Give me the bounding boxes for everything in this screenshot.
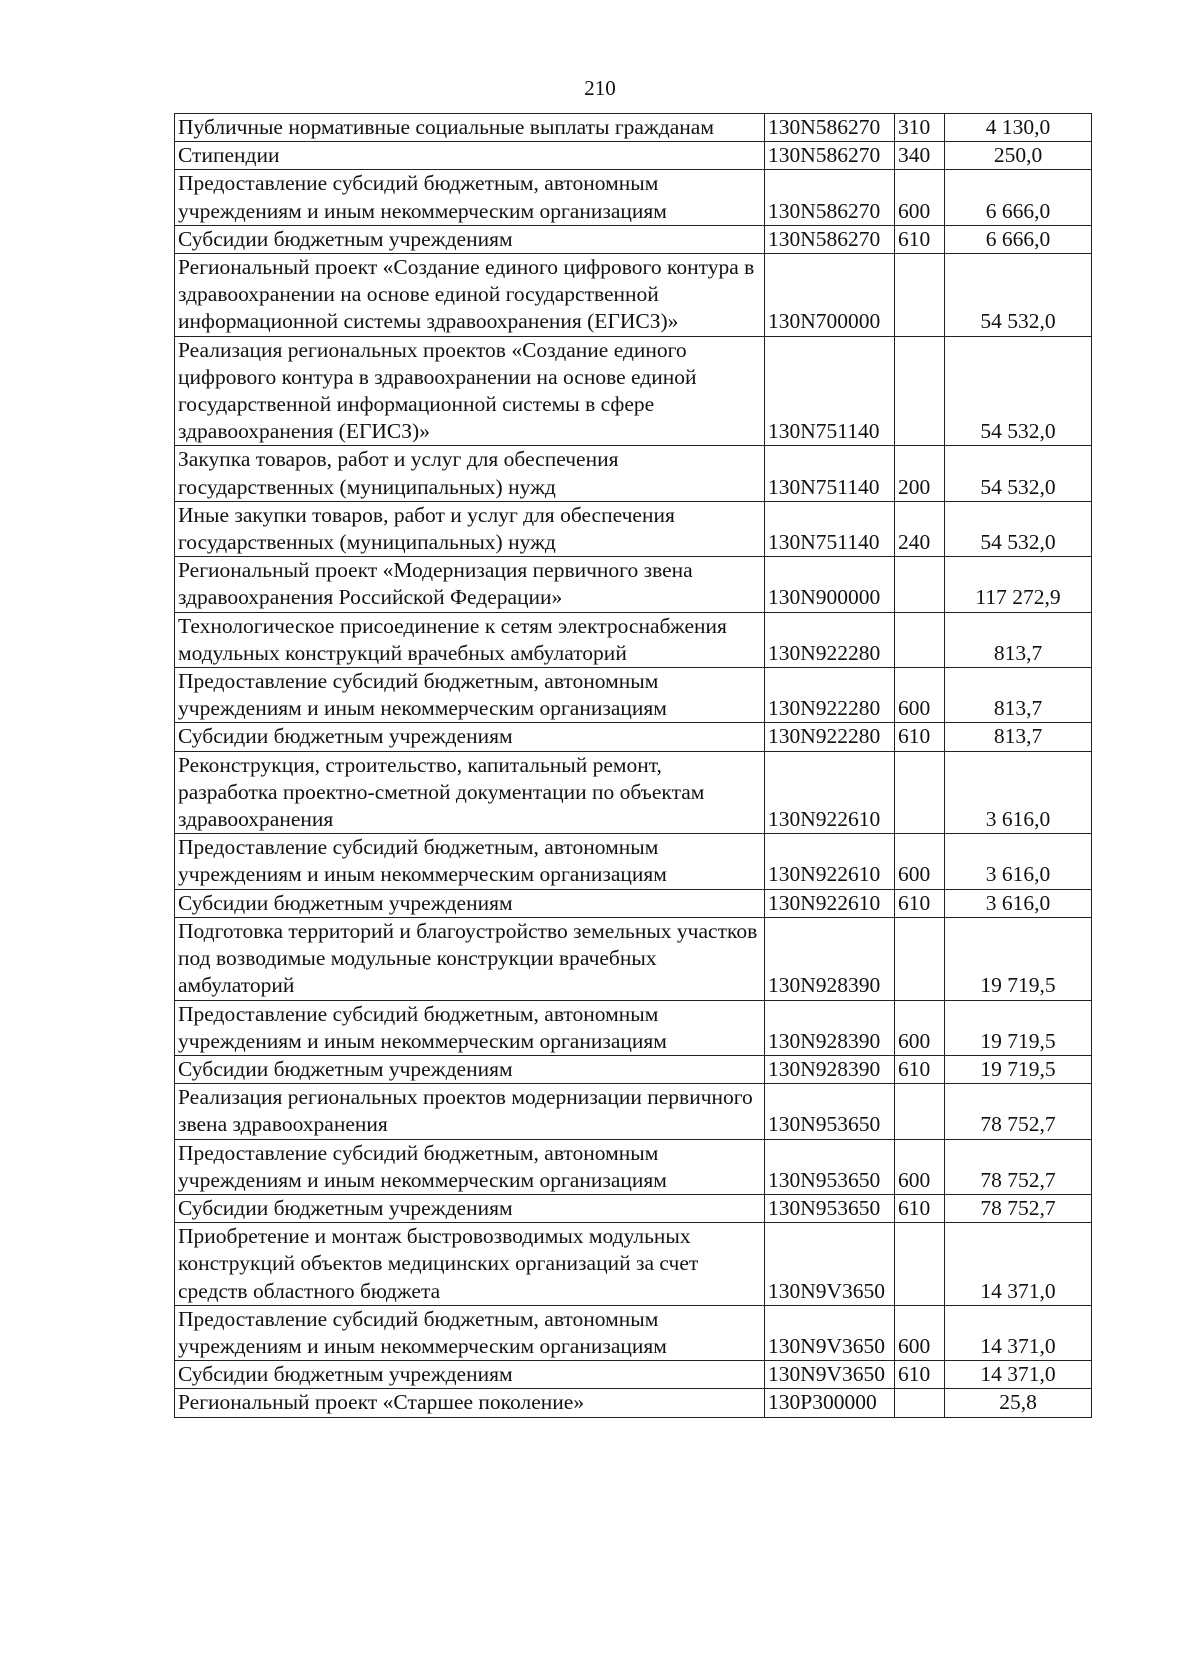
row-type bbox=[895, 751, 945, 834]
row-sum: 54 532,0 bbox=[945, 446, 1092, 501]
row-sum: 19 719,5 bbox=[945, 917, 1092, 1000]
row-name: Субсидии бюджетным учреждениям bbox=[175, 1361, 765, 1389]
table-row bbox=[175, 1084, 1092, 1139]
row-code: 130N751140 bbox=[765, 446, 895, 501]
table-row bbox=[175, 1055, 1092, 1083]
row-sum: 4 130,0 bbox=[945, 114, 1092, 142]
row-sum: 14 371,0 bbox=[945, 1305, 1092, 1360]
table-row bbox=[175, 1194, 1092, 1222]
row-sum: 3 616,0 bbox=[945, 889, 1092, 917]
row-name: Закупка товаров, работ и услуг для обеспечения государственных (муниципальных) нужд bbox=[175, 446, 765, 501]
row-type: 610 bbox=[895, 889, 945, 917]
row-name: Региональный проект «Старшее поколение» bbox=[175, 1389, 765, 1417]
row-code: 130N9V3650 bbox=[765, 1223, 895, 1306]
row-code: 130N922280 bbox=[765, 612, 895, 667]
row-code: 130N586270 bbox=[765, 114, 895, 142]
row-name: Стипендии bbox=[175, 142, 765, 170]
row-name: Реконструкция, строительство, капитальный ремонт, разработка проектно-сметной документации по объектам здравоохранения bbox=[175, 751, 765, 834]
row-type bbox=[895, 1389, 945, 1417]
row-type: 610 bbox=[895, 723, 945, 751]
row-sum: 117 272,9 bbox=[945, 557, 1092, 612]
row-sum: 813,7 bbox=[945, 723, 1092, 751]
row-type: 600 bbox=[895, 170, 945, 225]
table-row bbox=[175, 254, 1092, 337]
row-code: 130N9V3650 bbox=[765, 1361, 895, 1389]
row-name: Предоставление субсидий бюджетным, автономным учреждениям и иным некоммерческим организациям bbox=[175, 668, 765, 723]
page-number: 210 bbox=[584, 76, 616, 100]
row-name: Субсидии бюджетным учреждениям bbox=[175, 1194, 765, 1222]
row-sum: 3 616,0 bbox=[945, 751, 1092, 834]
table-row bbox=[175, 1305, 1092, 1360]
table-row bbox=[175, 668, 1092, 723]
row-code: 130P300000 bbox=[765, 1389, 895, 1417]
table-row bbox=[175, 612, 1092, 667]
row-code: 130N922280 bbox=[765, 668, 895, 723]
table-row bbox=[175, 1389, 1092, 1417]
table-row bbox=[175, 917, 1092, 1000]
row-sum: 14 371,0 bbox=[945, 1361, 1092, 1389]
row-name: Реализация региональных проектов модернизации первичного звена здравоохранения bbox=[175, 1084, 765, 1139]
row-type: 600 bbox=[895, 668, 945, 723]
row-name: Реализация региональных проектов «Создание единого цифрового контура в здравоохранении на основе единой государственной информационной системы в сфере здравоохранения (ЕГИСЗ)» bbox=[175, 336, 765, 446]
row-sum: 813,7 bbox=[945, 612, 1092, 667]
row-sum: 813,7 bbox=[945, 668, 1092, 723]
row-sum: 78 752,7 bbox=[945, 1139, 1092, 1194]
row-name: Технологическое присоединение к сетям электроснабжения модульных конструкций врачебных амбулаторий bbox=[175, 612, 765, 667]
row-code: 130N922610 bbox=[765, 834, 895, 889]
row-type: 610 bbox=[895, 1194, 945, 1222]
row-sum: 6 666,0 bbox=[945, 170, 1092, 225]
row-code: 130N586270 bbox=[765, 225, 895, 253]
table-row bbox=[175, 170, 1092, 225]
row-sum: 14 371,0 bbox=[945, 1223, 1092, 1306]
table-row bbox=[175, 336, 1092, 446]
row-name: Субсидии бюджетным учреждениям bbox=[175, 723, 765, 751]
row-code: 130N9V3650 bbox=[765, 1305, 895, 1360]
row-code: 130N922280 bbox=[765, 723, 895, 751]
row-type: 310 bbox=[895, 114, 945, 142]
row-code: 130N928390 bbox=[765, 917, 895, 1000]
row-sum: 54 532,0 bbox=[945, 254, 1092, 337]
row-sum: 54 532,0 bbox=[945, 501, 1092, 556]
row-name: Подготовка территорий и благоустройство земельных участков под возводимые модульные конструкции врачебных амбулаторий bbox=[175, 917, 765, 1000]
table-row bbox=[175, 501, 1092, 556]
row-code: 130N928390 bbox=[765, 1055, 895, 1083]
row-type: 610 bbox=[895, 225, 945, 253]
budget-table bbox=[174, 113, 1092, 1418]
row-sum: 3 616,0 bbox=[945, 834, 1092, 889]
row-name: Предоставление субсидий бюджетным, автономным учреждениям и иным некоммерческим организациям bbox=[175, 1139, 765, 1194]
row-type: 200 bbox=[895, 446, 945, 501]
table-row bbox=[175, 225, 1092, 253]
row-type: 240 bbox=[895, 501, 945, 556]
row-type: 600 bbox=[895, 1000, 945, 1055]
row-name: Предоставление субсидий бюджетным, автономным учреждениям и иным некоммерческим организациям bbox=[175, 834, 765, 889]
row-code: 130N953650 bbox=[765, 1194, 895, 1222]
row-sum: 78 752,7 bbox=[945, 1084, 1092, 1139]
row-code: 130N953650 bbox=[765, 1139, 895, 1194]
row-name: Иные закупки товаров, работ и услуг для обеспечения государственных (муниципальных) нужд bbox=[175, 501, 765, 556]
row-name: Субсидии бюджетным учреждениям bbox=[175, 1055, 765, 1083]
table-row bbox=[175, 1361, 1092, 1389]
budget-table-body bbox=[175, 114, 1092, 1418]
row-type: 610 bbox=[895, 1361, 945, 1389]
row-name: Предоставление субсидий бюджетным, автономным учреждениям и иным некоммерческим организациям bbox=[175, 1305, 765, 1360]
row-name: Публичные нормативные социальные выплаты гражданам bbox=[175, 114, 765, 142]
row-type bbox=[895, 917, 945, 1000]
table-row bbox=[175, 751, 1092, 834]
row-code: 130N586270 bbox=[765, 142, 895, 170]
table-row bbox=[175, 889, 1092, 917]
table-row bbox=[175, 1223, 1092, 1306]
row-code: 130N922610 bbox=[765, 889, 895, 917]
row-code: 130N751140 bbox=[765, 501, 895, 556]
row-type: 600 bbox=[895, 1139, 945, 1194]
row-type bbox=[895, 1084, 945, 1139]
row-type: 600 bbox=[895, 834, 945, 889]
row-sum: 54 532,0 bbox=[945, 336, 1092, 446]
row-name: Субсидии бюджетным учреждениям bbox=[175, 889, 765, 917]
table-row bbox=[175, 834, 1092, 889]
table-row bbox=[175, 114, 1092, 142]
row-type: 340 bbox=[895, 142, 945, 170]
row-type bbox=[895, 1223, 945, 1306]
row-sum: 78 752,7 bbox=[945, 1194, 1092, 1222]
row-sum: 250,0 bbox=[945, 142, 1092, 170]
table-row bbox=[175, 142, 1092, 170]
row-name: Предоставление субсидий бюджетным, автономным учреждениям и иным некоммерческим организациям bbox=[175, 1000, 765, 1055]
row-sum: 19 719,5 bbox=[945, 1055, 1092, 1083]
table-row bbox=[175, 1000, 1092, 1055]
row-code: 130N928390 bbox=[765, 1000, 895, 1055]
row-code: 130N922610 bbox=[765, 751, 895, 834]
table-row bbox=[175, 723, 1092, 751]
table-row bbox=[175, 446, 1092, 501]
row-name: Приобретение и монтаж быстровозводимых модульных конструкций объектов медицинских организаций за счет средств областного бюджета bbox=[175, 1223, 765, 1306]
row-code: 130N751140 bbox=[765, 336, 895, 446]
row-type bbox=[895, 336, 945, 446]
row-sum: 19 719,5 bbox=[945, 1000, 1092, 1055]
row-name: Предоставление субсидий бюджетным, автономным учреждениям и иным некоммерческим организациям bbox=[175, 170, 765, 225]
row-type bbox=[895, 612, 945, 667]
row-sum: 6 666,0 bbox=[945, 225, 1092, 253]
table-row bbox=[175, 1139, 1092, 1194]
row-type bbox=[895, 254, 945, 337]
row-code: 130N586270 bbox=[765, 170, 895, 225]
row-name: Региональный проект «Создание единого цифрового контура в здравоохранении на основе единой государственной информационной системы здравоохранения (ЕГИСЗ)» bbox=[175, 254, 765, 337]
row-sum: 25,8 bbox=[945, 1389, 1092, 1417]
row-code: 130N900000 bbox=[765, 557, 895, 612]
row-code: 130N700000 bbox=[765, 254, 895, 337]
row-type: 610 bbox=[895, 1055, 945, 1083]
row-code: 130N953650 bbox=[765, 1084, 895, 1139]
row-name: Субсидии бюджетным учреждениям bbox=[175, 225, 765, 253]
row-type bbox=[895, 557, 945, 612]
row-name: Региональный проект «Модернизация первичного звена здравоохранения Российской Федерации» bbox=[175, 557, 765, 612]
row-type: 600 bbox=[895, 1305, 945, 1360]
table-row bbox=[175, 557, 1092, 612]
